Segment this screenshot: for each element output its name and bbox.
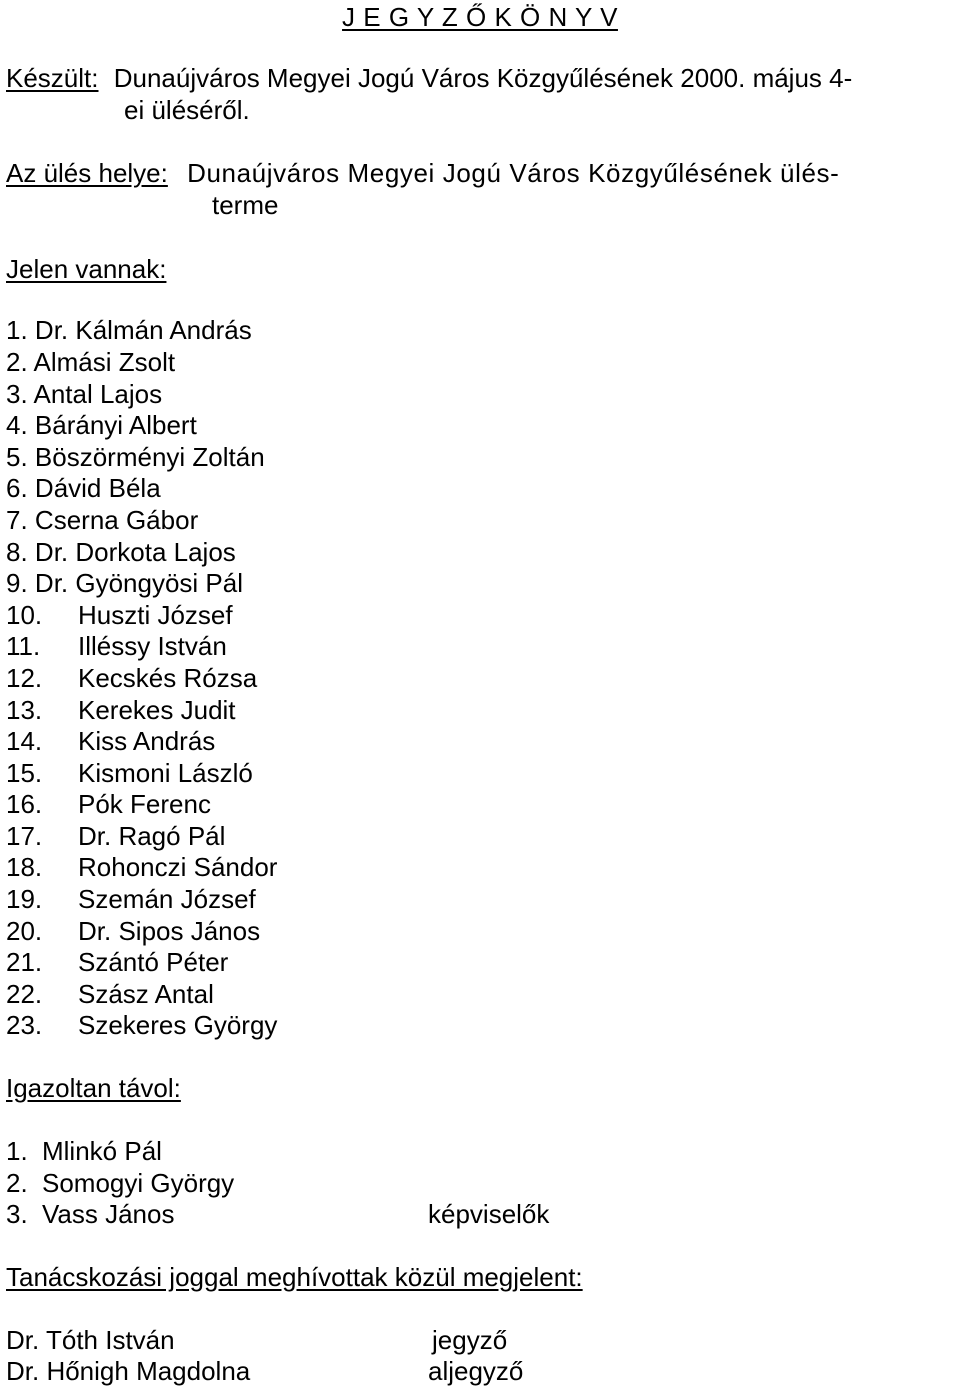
list-item xyxy=(6,537,236,567)
jelen-vannak-heading: Jelen vannak: xyxy=(6,254,167,284)
item-number: 5. xyxy=(6,442,28,472)
item-name: Rohonczi Sándor xyxy=(78,852,278,882)
list-item xyxy=(6,315,252,345)
list-item xyxy=(6,726,215,756)
list-item xyxy=(6,821,225,851)
item-name: Dr. Gyöngyösi Pál xyxy=(34,568,244,598)
list-item xyxy=(6,947,228,977)
list-item xyxy=(6,1010,277,1040)
item-number: 21. xyxy=(6,947,43,977)
item-name: Dr. Sipos János xyxy=(78,916,261,946)
item-number: 13. xyxy=(6,695,43,725)
item-number: 14. xyxy=(6,726,43,756)
item-name: Bárányi Albert xyxy=(34,410,197,440)
item-number: 4. xyxy=(6,410,28,440)
item-number: 6. xyxy=(6,473,28,503)
ules-helye-text-1: Dunaújváros Megyei Jogú Város Közgyűlésének ülés- xyxy=(187,158,840,188)
item-number: 22. xyxy=(6,979,43,1009)
list-item xyxy=(6,379,162,409)
keszult-text-1: Dunaújváros Megyei Jogú Város Közgyűlésének 2000. május 4- xyxy=(113,63,853,93)
item-number: 9. xyxy=(6,568,28,598)
item-number: 16. xyxy=(6,789,43,819)
attendee-name: Dr. Tóth István xyxy=(6,1325,175,1355)
list-item xyxy=(6,1199,174,1229)
item-name: Kecskés Rózsa xyxy=(78,663,258,693)
item-name: Szekeres György xyxy=(78,1010,278,1040)
item-number: 17. xyxy=(6,821,43,851)
list-item xyxy=(6,568,243,598)
list-item xyxy=(6,410,197,440)
item-name: Szemán József xyxy=(78,884,256,914)
item-name: Mlinkó Pál xyxy=(42,1136,162,1166)
list-item xyxy=(6,1168,234,1198)
kepviselok-label: képviselők xyxy=(428,1199,550,1229)
list-item xyxy=(6,1136,162,1166)
item-number: 11. xyxy=(6,631,41,661)
list-item xyxy=(6,505,198,535)
list-item xyxy=(6,663,257,693)
item-name: Cserna Gábor xyxy=(34,505,199,535)
list-item xyxy=(6,979,214,1009)
item-name: Dr. Dorkota Lajos xyxy=(34,537,236,567)
item-number: 12. xyxy=(6,663,43,693)
item-number: 15. xyxy=(6,758,43,788)
item-name: Kerekes Judit xyxy=(78,695,236,725)
item-name: Huszti József xyxy=(78,600,233,630)
item-number: 3. xyxy=(6,1199,28,1229)
item-name: Illéssy István xyxy=(78,631,227,661)
list-item xyxy=(6,442,265,472)
item-name: Szántó Péter xyxy=(78,947,229,977)
item-name: Almási Zsolt xyxy=(33,347,176,377)
item-number: 10. xyxy=(6,600,43,630)
list-item xyxy=(6,852,277,882)
keszult-label: Készült: xyxy=(6,63,99,93)
item-number: 2. xyxy=(6,1168,28,1198)
list-item xyxy=(6,695,236,725)
item-name: Somogyi György xyxy=(42,1168,235,1198)
list-item xyxy=(6,631,227,661)
list-item xyxy=(6,600,233,630)
item-name: Dr. Kálmán András xyxy=(34,315,252,345)
igazoltan-tavol-heading: Igazoltan távol: xyxy=(6,1073,181,1103)
item-number: 8. xyxy=(6,537,28,567)
list-item xyxy=(6,347,175,377)
item-name: Dr. Ragó Pál xyxy=(78,821,226,851)
item-number: 18. xyxy=(6,852,43,882)
item-name: Böszörményi Zoltán xyxy=(34,442,265,472)
item-number: 23. xyxy=(6,1010,43,1040)
item-number: 7. xyxy=(6,505,28,535)
ules-helye-label: Az ülés helye: xyxy=(6,158,168,188)
list-item xyxy=(6,884,256,914)
item-number: 20. xyxy=(6,916,43,946)
item-number: 3. xyxy=(6,379,28,409)
item-name: Pók Ferenc xyxy=(78,789,211,819)
attendee-name: Dr. Hőnigh Magdolna xyxy=(6,1356,251,1386)
attendee-role: aljegyző xyxy=(428,1356,524,1386)
list-item xyxy=(6,473,161,503)
item-name: Vass János xyxy=(42,1199,175,1229)
item-name: Antal Lajos xyxy=(33,379,163,409)
list-item xyxy=(6,758,253,788)
attendee-role: jegyző xyxy=(432,1325,508,1355)
document-title: J E G Y Z Ő K Ö N Y V xyxy=(342,2,618,32)
item-name: Dávid Béla xyxy=(34,473,161,503)
keszult-line-1 xyxy=(6,63,852,93)
item-number: 1. xyxy=(6,1136,28,1166)
list-item xyxy=(6,789,211,819)
item-number: 1. xyxy=(6,315,28,345)
tanacskozasi-heading: Tanácskozási joggal meghívottak közül megjelent: xyxy=(6,1262,583,1292)
item-name: Kismoni László xyxy=(78,758,253,788)
ules-helye-line-1 xyxy=(6,158,839,188)
item-number: 2. xyxy=(6,347,28,377)
list-item xyxy=(6,916,260,946)
keszult-text-2: ei üléséről. xyxy=(124,95,250,125)
item-number: 19. xyxy=(6,884,43,914)
item-name: Szász Antal xyxy=(78,979,214,1009)
ules-helye-text-2: terme xyxy=(212,190,279,220)
item-name: Kiss András xyxy=(78,726,216,756)
